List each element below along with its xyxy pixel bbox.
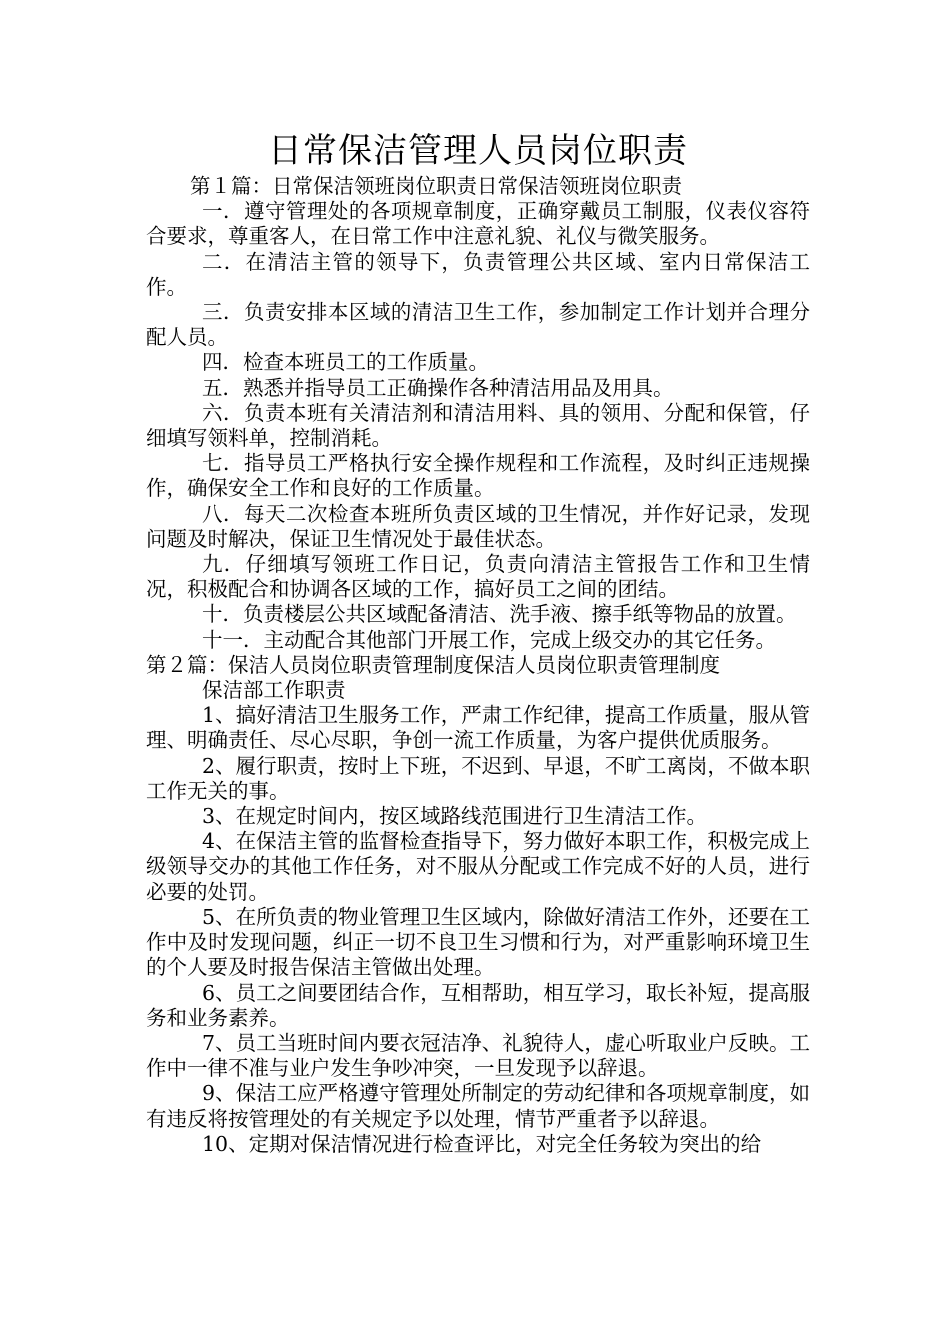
section1-item: 六．负责本班有关清洁剂和清洁用料、具的领用、分配和保管，仔细填写领料单，控制消耗。 xyxy=(146,400,810,451)
section2-item: 10、定期对保洁情况进行检查评比，对完全任务较为突出的给 xyxy=(202,1131,762,1156)
section1-item: 四．检查本班员工的工作质量。 xyxy=(202,350,489,375)
section2-item: 5、在所负责的物业管理卫生区域内，除做好清洁工作外，还要在工作中及时发现问题，纠正一切不良卫生习惯和行为，对严重影响环境卫生的个人要及时报告保洁主管做出处理。 xyxy=(146,904,810,980)
section1-item: 二．在清洁主管的领导下，负责管理公共区域、室内日常保洁工作。 xyxy=(146,249,810,299)
section2-subheading: 保洁部工作职责 xyxy=(202,678,346,703)
section2-item: 1、搞好清洁卫生服务工作，严肃工作纪律，提高工作质量，服从管理、明确责任、尽心尽职，争创一流工作质量，为客户提供优质服务。 xyxy=(146,703,810,753)
section2-item: 6、员工之间要团结合作，互相帮助，相互学习，取长补短，提高服务和业务素养。 xyxy=(146,980,810,1030)
section1-item: 十一．主动配合其他部门开展工作，完成上级交办的其它任务。 xyxy=(202,627,776,652)
document-title: 日常保洁管理人员岗位职责 xyxy=(268,131,688,171)
section2-item: 7、员工当班时间内要衣冠洁净、礼貌待人，虚心听取业户反映。工作中一律不准与业户发生争吵冲突，一旦发现予以辞退。 xyxy=(146,1030,810,1081)
section2-heading: 第２篇：保洁人员岗位职责管理制度保洁人员岗位职责管理制度 xyxy=(146,652,720,677)
section1-item: 七．指导员工严格执行安全操作规程和工作流程，及时纠正违规操作，确保安全工作和良好的工作质量。 xyxy=(146,451,810,501)
section1-item: 十．负责楼层公共区域配备清洁、洗手液、擦手纸等物品的放置。 xyxy=(202,602,797,627)
section1-item: 三．负责安排本区域的清洁卫生工作，参加制定工作计划并合理分配人员。 xyxy=(146,300,810,350)
section1-heading: 第１篇：日常保洁领班岗位职责日常保洁领班岗位职责 xyxy=(190,174,682,198)
section2-item: 2、履行职责，按时上下班，不迟到、早退，不旷工离岗，不做本职工作无关的事。 xyxy=(146,753,810,803)
section2-item: 3、在规定时间内，按区域路线范围进行卫生清洁工作。 xyxy=(202,804,708,829)
section1-item: 五．熟悉并指导员工正确操作各种清洁用品及用具。 xyxy=(202,375,674,400)
section1-item: 八．每天二次检查本班所负责区域的卫生情况，并作好记录，发现问题及时解决，保证卫生情况处于最佳状态。 xyxy=(146,501,810,551)
section2-item: 9、保洁工应严格遵守管理处所制定的劳动纪律和各项规章制度，如有违反将按管理处的有关规定予以处理，情节严重者予以辞退。 xyxy=(146,1081,810,1131)
section1-item: 一．遵守管理处的各项规章制度，正确穿戴员工制服，仪表仪容符合要求，尊重客人，在日常工作中注意礼貌、礼仪与微笑服务。 xyxy=(146,199,810,249)
section2-item: 4、在保洁主管的监督检查指导下，努力做好本职工作，积极完成上级领导交办的其他工作任务，对不服从分配或工作完成不好的人员，进行必要的处罚。 xyxy=(146,829,810,904)
document-page xyxy=(146,128,810,1157)
section1-item: 九．仔细填写领班工作日记，负责向清洁主管报告工作和卫生情况，积极配合和协调各区域的工作，搞好员工之间的团结。 xyxy=(146,552,810,602)
